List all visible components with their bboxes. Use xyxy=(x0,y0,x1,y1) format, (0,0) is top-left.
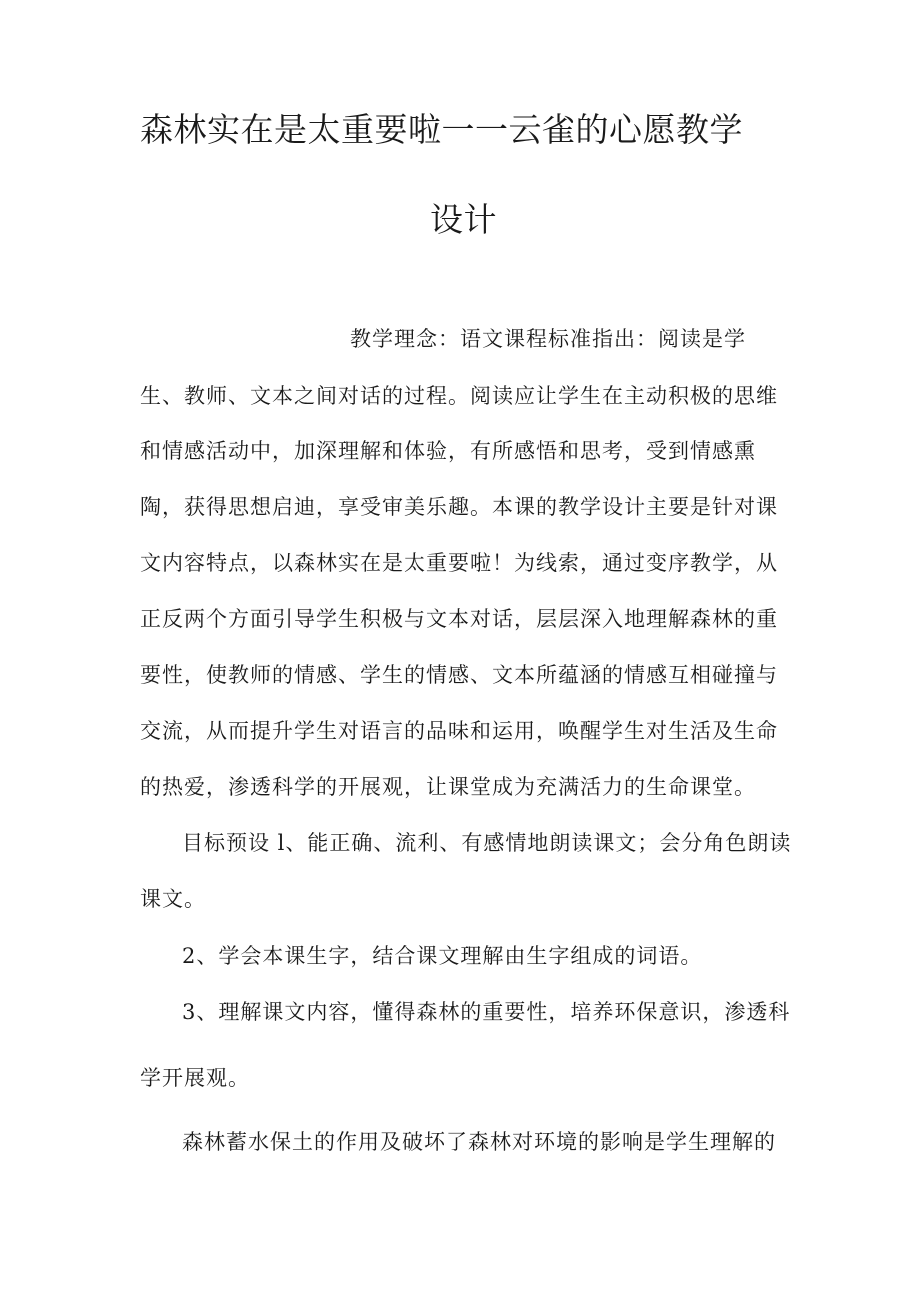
text-line: 森林蓄水保土的作用及破坏了森林对环境的影响是学生理解的 xyxy=(182,1130,776,1154)
text-line: 教学理念：语文课程标准指出：阅读是学 xyxy=(350,327,746,351)
text-line: 正反两个方面引导学生积极与文本对话，层层深入地理解森林的重 xyxy=(140,607,778,631)
text-line: 要性，使教师的情感、学生的情感、文本所蕴涵的情感互相碰撞与 xyxy=(140,663,778,687)
text-line: 交流，从而提升学生对语言的品味和运用，唤醒学生对生活及生命 xyxy=(140,719,778,743)
document-title-line-2: 设计 xyxy=(430,200,497,239)
text-line: 和情感活动中，加深理解和体验，有所感悟和思考，受到情感熏 xyxy=(140,439,756,463)
text-line: 课文。 xyxy=(140,887,206,911)
text-line: 生、教师、文本之间对话的过程。阅读应让学生在主动积极的思维 xyxy=(140,384,778,408)
document-title-line-1: 森林实在是太重要啦一一云雀的心愿教学 xyxy=(140,110,743,149)
text-line: 3、理解课文内容，懂得森林的重要性，培养环保意识，渗透科 xyxy=(182,1000,791,1024)
text-line: 的热爱，渗透科学的开展观，让课堂成为充满活力的生命课堂。 xyxy=(140,775,756,799)
text-line: 学开展观。 xyxy=(140,1066,250,1090)
text-line: 目标预设 l、能正确、流利、有感情地朗读课文；会分角色朗读 xyxy=(182,831,792,855)
text-line: 2、学会本课生字，结合课文理解由生字组成的词语。 xyxy=(182,944,703,968)
text-line: 文内容特点，以森林实在是太重要啦！为线索，通过变序教学，从 xyxy=(140,551,778,575)
text-line: 陶，获得思想启迪，享受审美乐趣。本课的教学设计主要是针对课 xyxy=(140,495,778,519)
